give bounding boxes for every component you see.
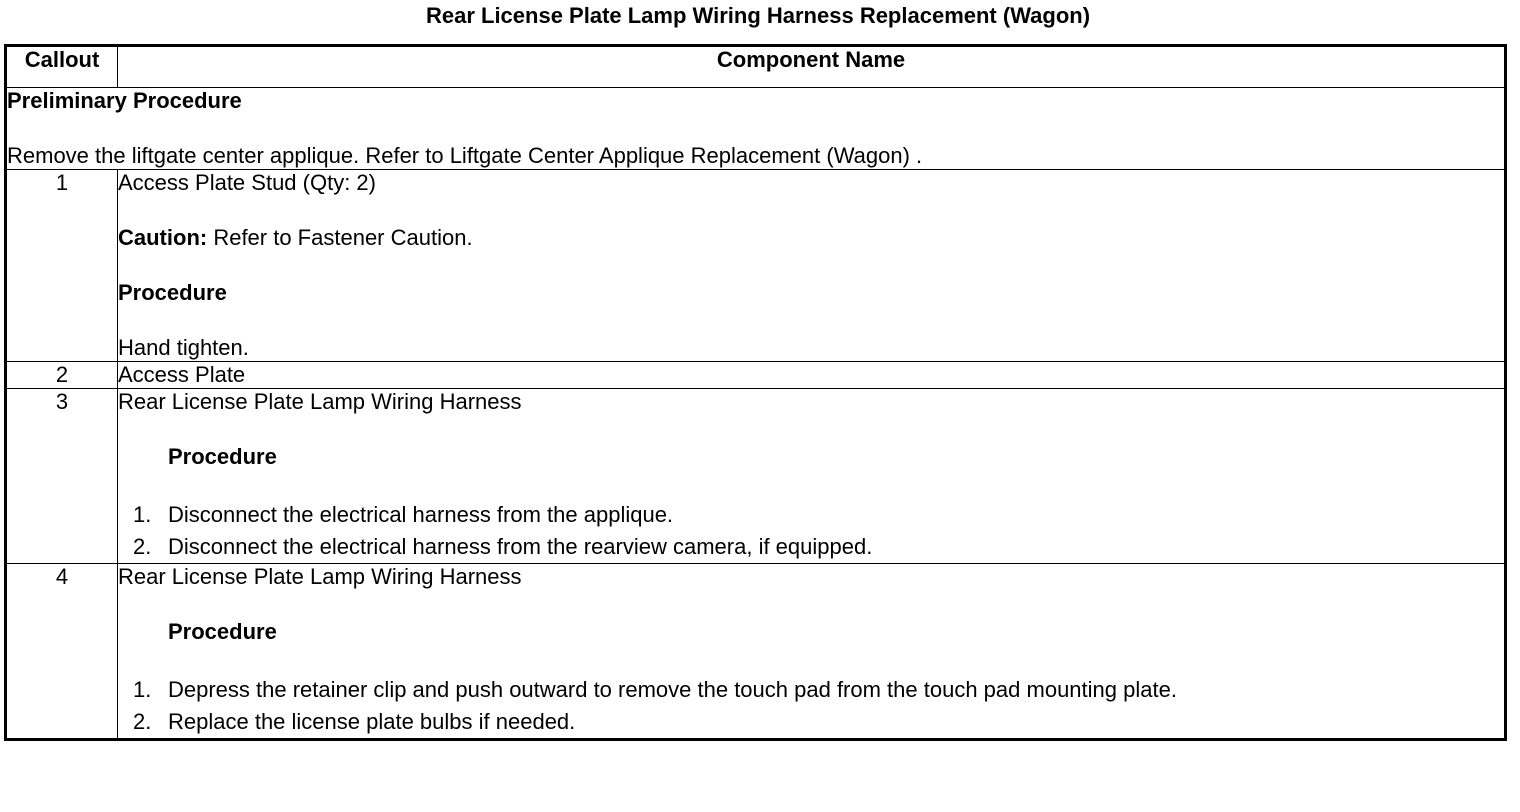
- component-table: [4, 44, 1507, 741]
- procedure-step: [118, 674, 1504, 706]
- component-cell: [118, 170, 1506, 362]
- caution-note: [118, 225, 1504, 251]
- caution-text: Refer to Fastener Caution.: [207, 225, 473, 250]
- callout-number: 1: [6, 170, 118, 362]
- step-number: 2.: [133, 709, 152, 734]
- procedure-step: [118, 499, 1504, 531]
- preliminary-procedure-row: [6, 88, 1506, 170]
- caution-label: Caution:: [118, 225, 208, 250]
- table-row: [6, 362, 1506, 389]
- column-header-component-name: Component Name: [118, 46, 1506, 88]
- step-text: Disconnect the electrical harness from the rearview camera, if equipped.: [168, 534, 873, 559]
- procedure-heading: Procedure: [118, 280, 227, 305]
- step-number: 1.: [133, 677, 152, 702]
- callout-number: 2: [6, 362, 118, 389]
- page-title: Rear License Plate Lamp Wiring Harness Replacement (Wagon): [425, 3, 1091, 28]
- procedure-steps: [118, 499, 1504, 563]
- component-cell: [118, 564, 1506, 740]
- component-name: Access Plate Stud (Qty: 2): [118, 170, 376, 195]
- procedure-step: [118, 531, 1504, 563]
- procedure-text: Hand tighten.: [118, 335, 249, 360]
- table-row: [6, 389, 1506, 564]
- procedure-heading: Procedure: [168, 619, 277, 644]
- procedure-steps: [118, 674, 1504, 738]
- callout-number: 4: [6, 564, 118, 740]
- procedure-step: [118, 706, 1504, 738]
- step-number: 2.: [133, 534, 152, 559]
- callout-number: 3: [6, 389, 118, 564]
- preliminary-procedure-heading: Preliminary Procedure: [7, 88, 242, 113]
- component-name: Rear License Plate Lamp Wiring Harness: [118, 564, 522, 589]
- step-text: Depress the retainer clip and push outward to remove the touch pad from the touch pad mounting plate.: [168, 677, 1177, 702]
- step-text: Replace the license plate bulbs if needed.: [168, 709, 576, 734]
- preliminary-procedure-cell: [6, 88, 1506, 170]
- table-header-row: [6, 46, 1506, 88]
- table-row: [6, 170, 1506, 362]
- procedure-heading: Procedure: [168, 444, 277, 469]
- step-text: Disconnect the electrical harness from the applique.: [168, 502, 674, 527]
- table-row: [6, 564, 1506, 740]
- component-name: Rear License Plate Lamp Wiring Harness: [118, 389, 522, 414]
- component-cell: [118, 389, 1506, 564]
- component-name: Access Plate: [118, 362, 246, 387]
- column-header-callout: Callout: [6, 46, 118, 88]
- preliminary-procedure-text: Remove the liftgate center applique. Refer to Liftgate Center Applique Replacement (Wagon) .: [7, 143, 923, 168]
- component-cell: [118, 362, 1506, 389]
- step-number: 1.: [133, 502, 152, 527]
